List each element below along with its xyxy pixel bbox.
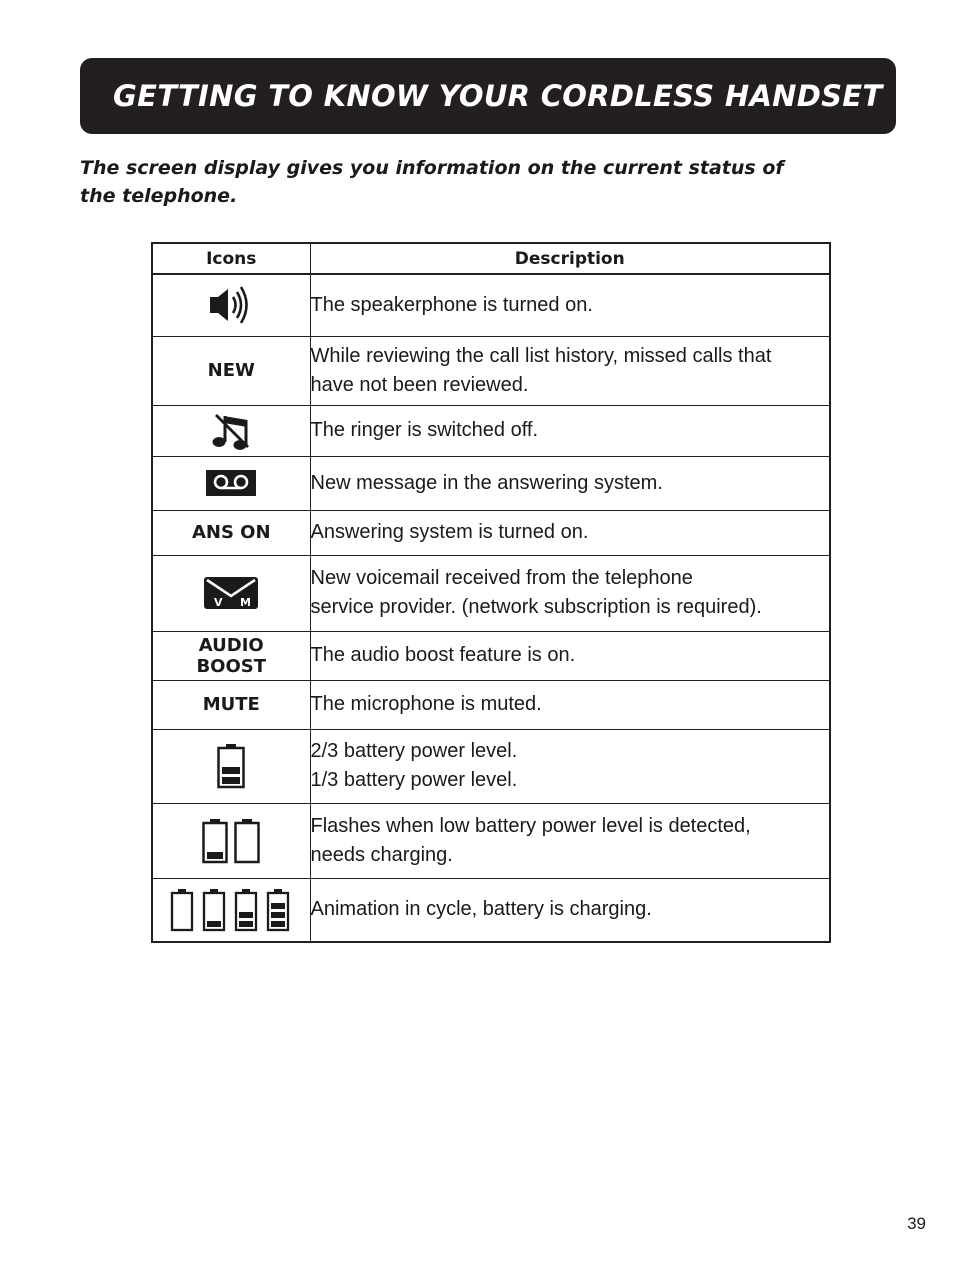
ringer-off-icon [210,411,252,451]
description-cell: Answering system is turned on. [310,510,830,555]
icon-cell [152,274,310,336]
battery-charging-cycle-icon [170,888,292,932]
icon-cell [152,456,310,510]
description-cell: New message in the answering system. [310,456,830,510]
intro-line-2: the telephone. [80,185,238,207]
table-row [152,274,830,336]
ans-on-indicator: ANS ON [191,522,271,543]
table-header-row [152,243,830,274]
battery-two-thirds-icon [216,743,246,789]
table-row [152,803,830,878]
description-cell: Animation in cycle, battery is charging. [310,878,830,942]
table-row [152,631,830,680]
description-cell: Flashes when low battery power level is detected, needs charging. [310,803,830,878]
icon-cell [152,729,310,803]
icon-cell [152,336,310,405]
answering-machine-icon [205,469,257,497]
icons-table [151,242,831,943]
icon-cell [152,680,310,729]
description-cell: The ringer is switched off. [310,405,830,456]
intro-text [80,154,800,210]
audio-boost-indicator: AUDIO BOOST [196,634,267,677]
icon-cell [152,803,310,878]
new-indicator: NEW [207,360,255,381]
speaker-icon [208,283,254,327]
table-row [152,729,830,803]
description-column-header: Description [310,243,830,274]
description-cell: The audio boost feature is on. [310,631,830,680]
table-row [152,555,830,631]
icon-cell [152,878,310,942]
page-number: 39 [907,1214,926,1233]
icon-cell [152,405,310,456]
icon-cell [152,631,310,680]
description-cell: The speakerphone is turned on. [310,274,830,336]
description-cell: 2/3 battery power level. 1/3 battery power level. [310,729,830,803]
section-banner [80,58,896,134]
table-row [152,680,830,729]
battery-low-flashing-icon [201,818,261,864]
mute-indicator: MUTE [202,694,260,715]
voicemail-m-label: M [240,596,252,609]
table-row [152,336,830,405]
voicemail-envelope-icon [203,576,259,610]
voicemail-v-label: V [214,596,223,609]
section-title: GETTING TO KNOW YOUR CORDLESS HANDSET [113,79,883,113]
table-row [152,456,830,510]
icons-column-header: Icons [152,243,310,274]
icon-cell [152,510,310,555]
table-row [152,878,830,942]
description-cell: New voicemail received from the telephone service provider. (network subscription is required). [310,555,830,631]
icon-cell [152,555,310,631]
description-cell: While reviewing the call list history, missed calls that have not been reviewed. [310,336,830,405]
table-row [152,405,830,456]
description-cell: The microphone is muted. [310,680,830,729]
intro-line-1: The screen display gives you information on the current status of [80,157,784,179]
table-row [152,510,830,555]
